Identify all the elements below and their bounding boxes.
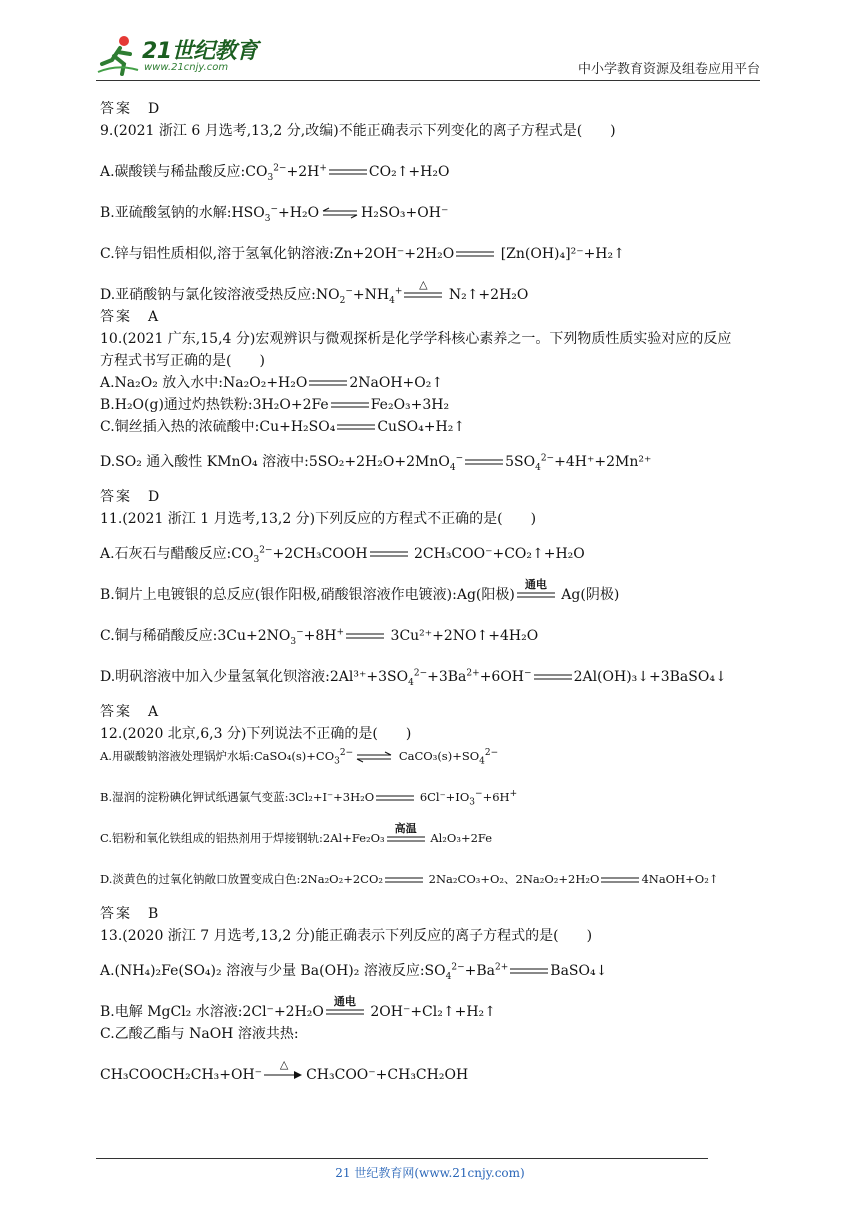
q11-option-d: D.明矾溶液中加入少量氢氧化钡溶液$:2Al^{3+}+3SO_4^{2-}+3Ba^{2+}+6OH^-$ 2Al(OH)₃↓+3BaSO₄↓ (100, 668, 727, 688)
q12-option-c: C.铝粉和氧化铁组成的铝热剂用于焊接钢轨:2Al+Fe₂O₃ 高温 Al₂O₃+2Fe (100, 822, 493, 845)
equals-sign-icon (331, 399, 369, 411)
equals-sign-icon (465, 456, 503, 468)
header-divider (96, 80, 760, 81)
equals-sign-icon (385, 874, 423, 886)
electrolysis-arrow-icon: 通电 (333, 995, 356, 1008)
q9-option-b: B.亚硫酸氢钠的水解$:HSO_3^-+H_2O$ H₂SO₃+OH⁻ (100, 204, 449, 224)
q13-option-b: B.电解 MgCl₂ 水溶液:2Cl⁻+2H₂O 通电 2OH⁻+Cl₂↑+H₂↑ (100, 995, 496, 1020)
q12-option-a: A.用碳酸钠溶液处理锅炉水垢$:CaSO_4(s)+CO_3^{2-}$ $CaCO_3(s)+SO_4^{2-}$ (100, 748, 499, 767)
q11-option-a: A.石灰石与醋酸反应$:CO_3^{2-}+2CH_3COOH$ 2CH₃COO⁻+CO₂↑+H₂O (100, 545, 585, 565)
runner-logo-icon (96, 34, 140, 78)
answer-line (100, 98, 764, 120)
q9-option-a: A.碳酸镁与稀盐酸反应$:CO_3^{2-}+2H^+$ CO₂↑+H₂O (100, 163, 450, 183)
q12-option-d: D.淡黄色的过氧化钠敞口放置变成白色:2Na₂O₂+2CO₂ 2Na₂CO₃+O₂、2Na₂O₂+2H₂O 4NaOH+O₂↑ (100, 872, 719, 886)
heat-arrow-icon: △ (264, 1069, 304, 1081)
equals-sign-icon (534, 671, 572, 683)
site-logo (96, 34, 276, 78)
q10-option-a: A.Na₂O₂ 放入水中:Na₂O₂+H₂O 2NaOH+O₂↑ (100, 375, 444, 391)
q11-option-b: B.铜片上电镀银的总反应(银作阳极,硝酸银溶液作电镀液):Ag(阳极) 通电 Ag(阴极) (100, 578, 620, 603)
answer-line: 答案 B (100, 906, 161, 922)
equals-sign-icon (601, 874, 639, 886)
q12-option-b: B.湿润的淀粉碘化钾试纸遇氯气变蓝:3Cl₂+I⁻+3H₂O $6Cl^-+IO_3^-+6H^+$ (100, 789, 518, 808)
q10-option-d: D.SO₂ 通入酸性 KMnO₄ 溶液中:5SO₂+2H₂O+2MnO$_4$− $5SO_4^{2-}+4H^++2Mn^{2+}$ (100, 453, 652, 473)
q13-option-a: A.(NH₄)₂Fe(SO₄)₂ 溶液与少量 Ba(OH)₂ 溶液反应$:SO_4^{2-}+Ba^{2+}$ BaSO₄↓ (100, 962, 608, 982)
answer-line: 答案 A (100, 704, 161, 720)
answer-line: 答案 D (100, 489, 162, 505)
page-header (96, 32, 760, 80)
page-footer: 21 世纪教育网(www.21cnjy.com) (335, 1166, 525, 1180)
question-11-stem: 11.(2021 浙江 1 月选考,13,2 分)下列反应的方程式不正确的是( ) (100, 511, 537, 527)
equals-sign-icon (376, 792, 414, 804)
equals-sign-icon (309, 377, 347, 389)
q10-option-c: C.铜丝插入热的浓硫酸中:Cu+H₂SO₄ CuSO₄+H₂↑ (100, 419, 466, 435)
answer-text: 答案 D (100, 101, 162, 117)
q9-option-c: C.锌与铝性质相似,溶于氢氧化钠溶液:Zn+2OH⁻+2H₂O [Zn(OH)₄]²⁻+H₂↑ (100, 246, 625, 262)
footer-divider (96, 1158, 708, 1159)
equals-sign-icon (346, 630, 384, 642)
equals-sign-icon (456, 248, 494, 260)
q11-option-c: C.铜与稀硝酸反应$:3Cu+2NO_3^-+8H^+$ 3Cu²⁺+2NO↑+4H₂O (100, 627, 539, 647)
q13-option-c-equation: CH₃COOCH₂CH₃+OH⁻ △ CH₃COO⁻+CH₃CH₂OH (100, 1058, 469, 1083)
q9-option-d: D.亚硝酸钠与氯化铵溶液受热反应$:NO_2^-+NH_4^+$ △ N₂↑+2H₂O (100, 278, 529, 306)
question-10-stem-cont: 方程式书写正确的是( ) (100, 353, 265, 369)
reversible-arrow-icon (355, 751, 393, 763)
q13-option-c: C.乙酸乙酯与 NaOH 溶液共热: (100, 1026, 299, 1042)
question-13-stem: 13.(2020 浙江 7 月选考,13,2 分)能正确表示下列反应的离子方程式的是( ) (100, 928, 593, 944)
document-body (100, 98, 764, 1086)
logo-title: 21世纪教育 (142, 39, 258, 64)
answer-line: 答案 A (100, 309, 161, 325)
question-9-stem: 9.(2021 浙江 6 月选考,13,2 分,改编)不能正确表示下列变化的离子方程式是( ) (100, 123, 616, 139)
equals-sign-icon (337, 421, 375, 433)
equals-sign-icon (370, 548, 408, 560)
platform-name: 中小学教育资源及组卷应用平台 (577, 62, 760, 77)
equals-sign-icon (329, 166, 367, 178)
logo-url: www.21cnjy.com (144, 62, 229, 73)
q10-option-b: B.H₂O(g)通过灼热铁粉:3H₂O+2Fe Fe₂O₃+3H₂ (100, 397, 450, 413)
question-12-stem: 12.(2020 北京,6,3 分)下列说法不正确的是( ) (100, 726, 412, 742)
heat-arrow-icon: △ (419, 278, 428, 291)
reversible-arrow-icon (321, 207, 359, 219)
question-10-stem: 10.(2021 广东,15,4 分)宏观辨识与微观探析是化学学科核心素养之一。下列物质性质实验对应的反应 (100, 331, 732, 347)
high-temperature-arrow-icon: 高温 (394, 822, 417, 835)
electrolysis-arrow-icon: 通电 (524, 578, 547, 591)
equals-sign-icon (510, 965, 548, 977)
